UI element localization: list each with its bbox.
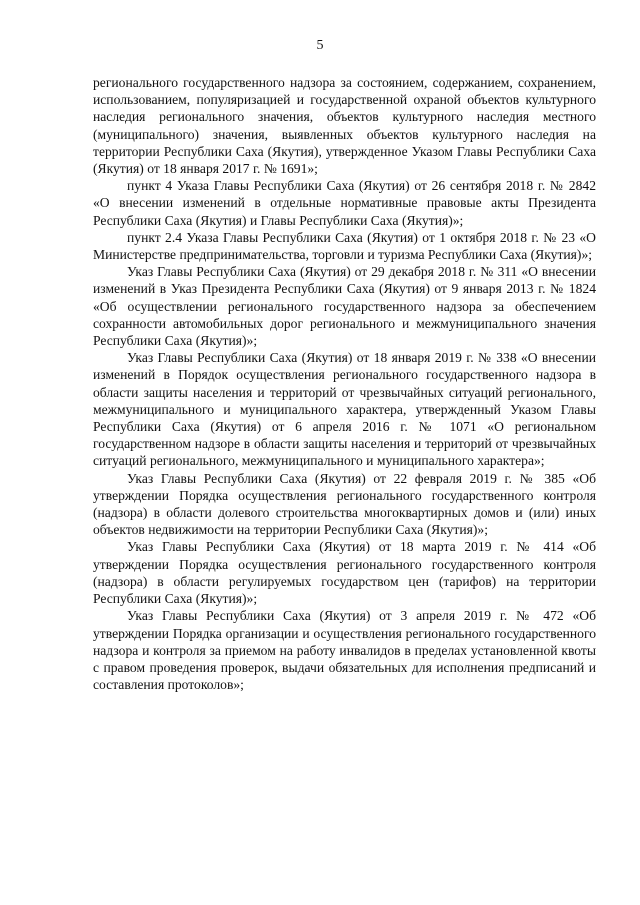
paragraph-4: Указ Главы Республики Саха (Якутия) от 29 декабря 2018 г. № 311 «О внесении изменений в Указ Президента Республики Саха (Якутия) от 9 января 2013 г. № 1824 «Об осуществлении регионального государственного надзора за обеспечением сохранности автомобильных дорог регионального и межмуниципального значения Республики Саха (Якутия)»; (93, 264, 596, 349)
document-body (93, 74, 596, 693)
paragraph-8: Указ Главы Республики Саха (Якутия) от 3 апреля 2019 г. № 472 «Об утверждении Порядка организации и осуществления регионального государственного надзора и контроля за приемом на работу инвалидов в пределах установленной квоты с правом проведения проверок, выдачи обязательных для исполнения предписаний и составления протоколов»; (93, 608, 596, 693)
paragraph-6: Указ Главы Республики Саха (Якутия) от 22 февраля 2019 г. № 385 «Об утверждении Порядка осуществления регионального государственного контроля (надзора) в области долевого строительства многоквартирных домов и (или) иных объектов недвижимости на территории Республики Саха (Якутия)»; (93, 470, 596, 538)
paragraph-7: Указ Главы Республики Саха (Якутия) от 18 марта 2019 г. № 414 «Об утверждении Порядка осуществления регионального государственного контроля (надзора) в области регулируемых государством цен (тарифов) на территории Республики Саха (Якутия)»; (93, 539, 596, 607)
paragraph-5: Указ Главы Республики Саха (Якутия) от 18 января 2019 г. № 338 «О внесении изменений в Порядок осуществления регионального государственного надзора в области защиты населения и территорий от чрезвычайных ситуаций регионального, межмуниципального и муниципального характера, утвержденный Указом Главы Республики Саха (Якутия) от 6 апреля 2016 г. № 1071 «О региональном государственном надзоре в области защиты населения и территорий от чрезвычайных ситуаций регионального, межмуниципального и муниципального характера»; (93, 350, 596, 469)
paragraph-1: регионального государственного надзора за состоянием, содержанием, сохранением, использованием, популяризацией и государственной охраной объектов культурного наследия регионального значения, объектов культурного наследия местного (муниципального) значения, выявленных объектов культурного наследия на территории Республики Саха (Якутия), утвержденное Указом Главы Республики Саха (Якутия) от 18 января 2017 г. № 1691»; (93, 75, 596, 177)
paragraph-3: пункт 2.4 Указа Главы Республики Саха (Якутия) от 1 октября 2018 г. № 23 «О Министерстве предпринимательства, торговли и туризма Республики Саха (Якутия)»; (93, 229, 596, 263)
page-number: 5 (316, 38, 324, 53)
paragraph-2: пункт 4 Указа Главы Республики Саха (Якутия) от 26 сентября 2018 г. № 2842 «О внесении изменений в отдельные нормативные правовые акты Президента Республики Саха (Якутия) и Главы Республики Саха (Якутия)»; (93, 178, 596, 228)
